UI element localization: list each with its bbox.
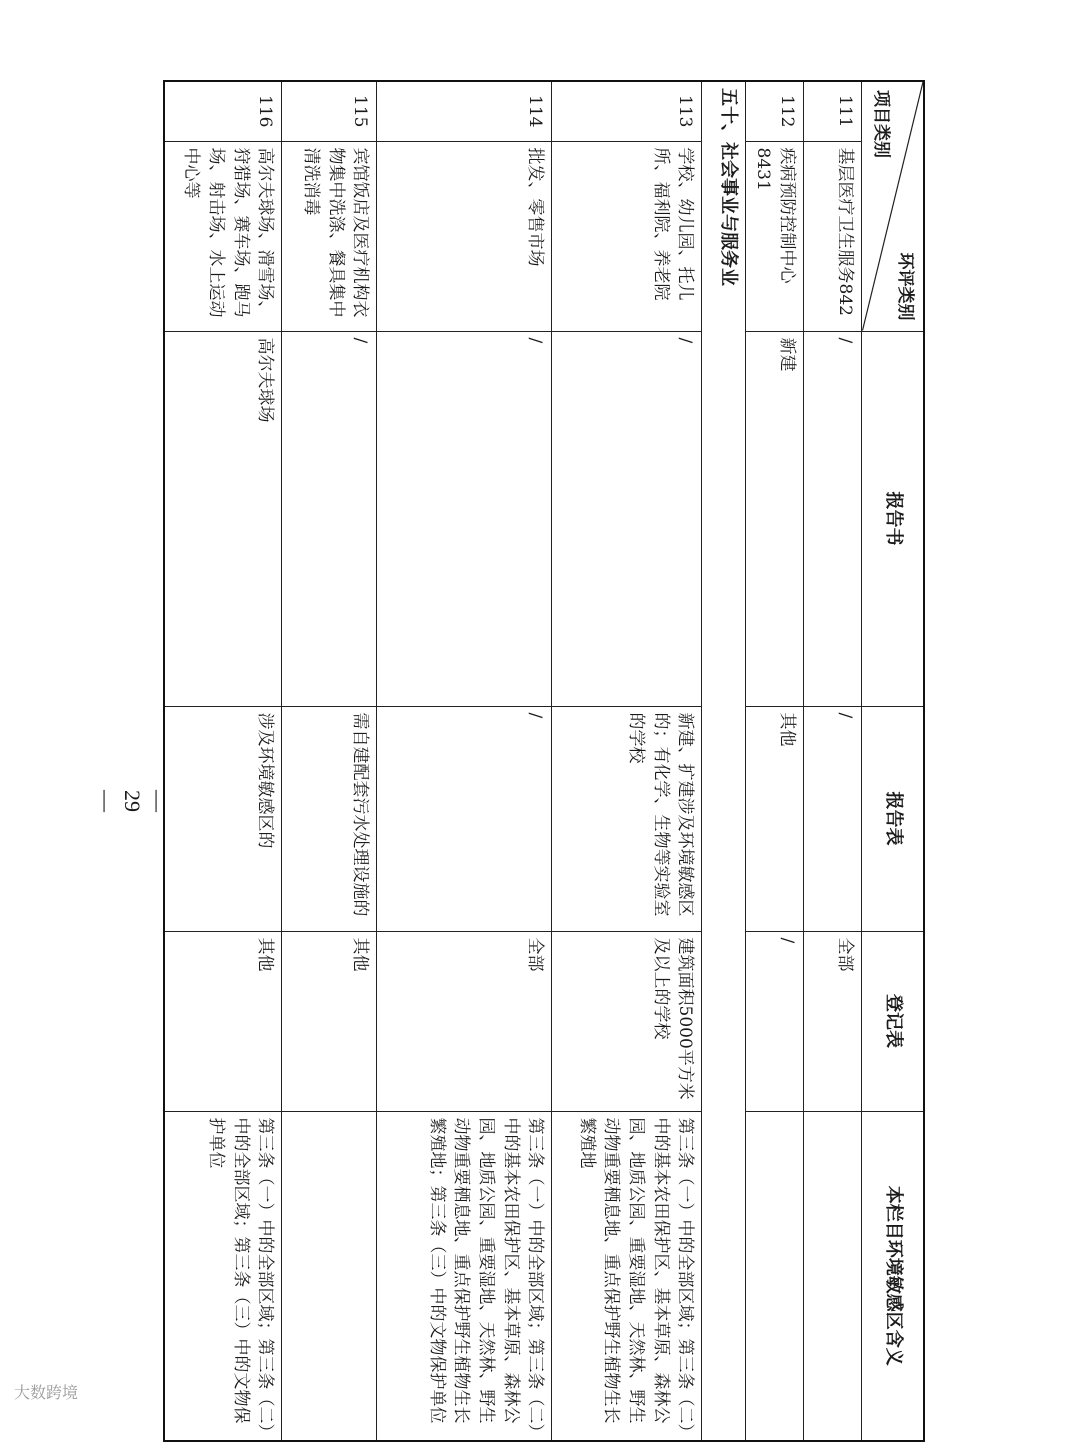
section-row [702, 81, 746, 1441]
project-name: 学校、幼儿园、托儿所、福利院、养老院 [552, 141, 702, 331]
table-row [552, 81, 702, 1441]
form-cell: / [804, 706, 862, 931]
sensitive-cell: 第三条（一）中的全部区域；第三条（二）中的全部区域；第三条（三）中的文物保护单位 [164, 1111, 282, 1441]
project-name: 批发、零售市场 [377, 141, 552, 331]
table-row [164, 81, 282, 1441]
report-cell: / [804, 331, 862, 706]
register-cell: / [746, 931, 804, 1111]
watermark: 大数跨境 [14, 1383, 79, 1402]
sensitive-cell: 第三条（一）中的全部区域；第三条（二）中的基本农田保护区、基本草原、森林公园、地质公园、重要湿地、天然林、野生动物重要栖息地、重点保护野生植物生长繁殖地 [552, 1111, 702, 1441]
sensitive-cell: 第三条（一）中的全部区域；第三条（二）中的基本农田保护区、基本草原、森林公园、地质公园、重要湿地、天然林、野生动物重要栖息地、重点保护野生植物生长繁殖地；第三条（三）中的文物保护单位 [377, 1111, 552, 1441]
sensitive-cell [282, 1111, 377, 1441]
rotated-table-sheet [165, 80, 925, 1440]
project-category-label: 项目类别 [871, 90, 892, 158]
row-number: 111 [804, 81, 862, 141]
table-row [804, 81, 862, 1441]
row-number: 115 [282, 81, 377, 141]
header-diagonal-cell [862, 81, 924, 331]
col-register-header: 登记表 [862, 931, 924, 1111]
report-cell: / [282, 331, 377, 706]
form-cell: 其他 [746, 706, 804, 931]
environmental-assessment-table [163, 80, 925, 1442]
report-cell: 新建 [746, 331, 804, 706]
row-number: 114 [377, 81, 552, 141]
report-cell: 高尔夫球场 [164, 331, 282, 706]
page-number: — 29 — [94, 790, 171, 812]
col-report-header: 报告书 [862, 331, 924, 706]
row-number: 112 [746, 81, 804, 141]
project-name: 宾馆饭店及医疗机构衣物集中洗涤、餐具集中清洗消毒 [282, 141, 377, 331]
col-sensitive-header: 本栏目环境敏感区含义 [862, 1111, 924, 1441]
register-cell: 其他 [164, 931, 282, 1111]
project-name: 基层医疗卫生服务842 [804, 141, 862, 331]
register-cell: 全部 [804, 931, 862, 1111]
section-title: 五十、社会事业与服务业 [702, 81, 746, 1441]
table-row [377, 81, 552, 1441]
form-cell: 新建、扩建涉及环境敏感区的；有化学、生物等实验室的学校 [552, 706, 702, 931]
project-name: 高尔夫球场、滑雪场、狩猎场、赛车场、跑马场、射击场、水上运动中心等 [164, 141, 282, 331]
form-cell: 需自建配套污水处理设施的 [282, 706, 377, 931]
header-row [862, 81, 924, 1441]
project-name: 疾病预防控制中心8431 [746, 141, 804, 331]
col-form-header: 报告表 [862, 706, 924, 931]
env-category-label: 环评类别 [895, 252, 915, 321]
register-cell: 其他 [282, 931, 377, 1111]
report-cell: / [377, 331, 552, 706]
register-cell: 全部 [377, 931, 552, 1111]
form-cell: / [377, 706, 552, 931]
register-cell: 建筑面积5000平方米及以上的学校 [552, 931, 702, 1111]
report-cell: / [552, 331, 702, 706]
row-number: 116 [164, 81, 282, 141]
form-cell: 涉及环境敏感区的 [164, 706, 282, 931]
table-row [282, 81, 377, 1441]
row-number: 113 [552, 81, 702, 141]
sensitive-cell [804, 1111, 862, 1441]
table-row [746, 81, 804, 1441]
sensitive-cell [746, 1111, 804, 1441]
